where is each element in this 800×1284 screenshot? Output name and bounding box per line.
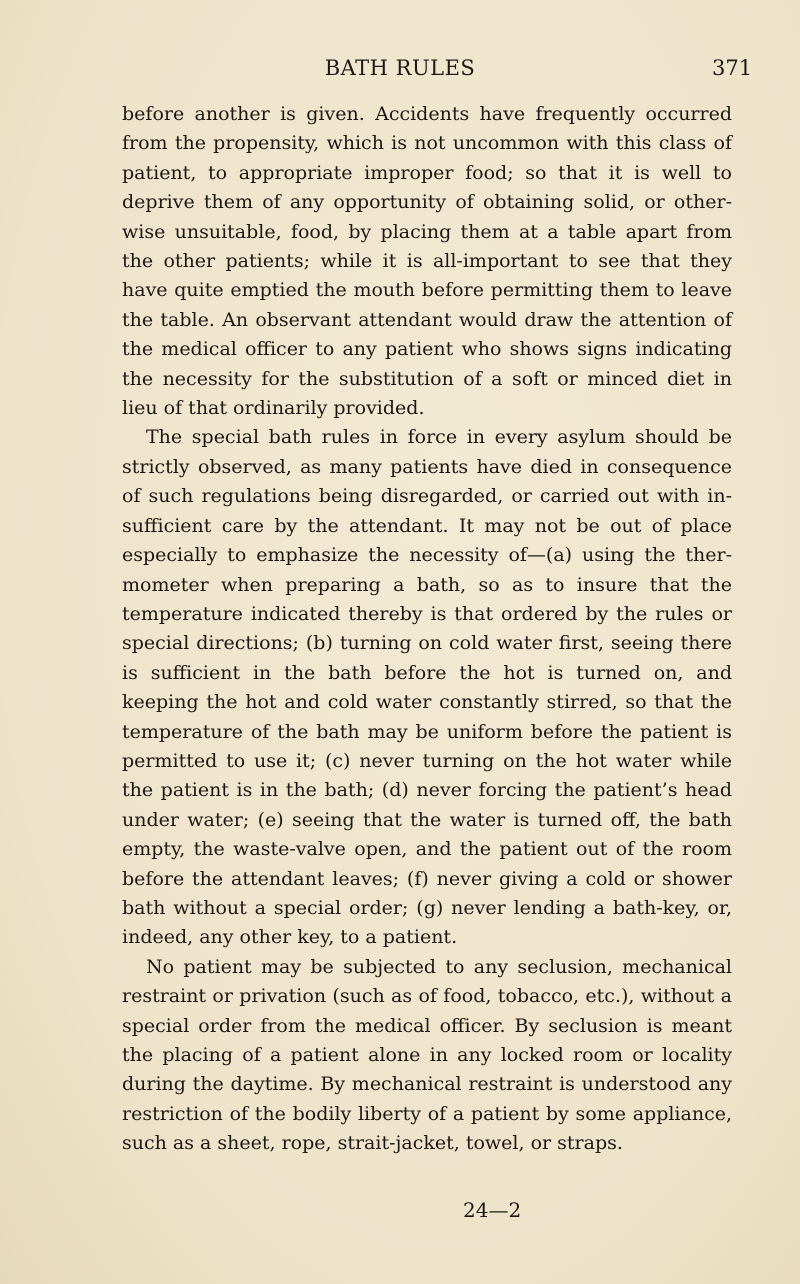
page-number: 371 <box>712 56 753 80</box>
running-head: BATH RULES <box>324 56 476 80</box>
paragraph-diet: before another is given. Accidents have frequently occurred from the propensity, which is not uncommon with this class of patient, to appropriate improper food; so that it is well to deprive them of any opportunity of obtaining solid, or other- wise unsuitable, food, by placing them at a table apart from the other patients; while it is all-important to see that they have quite emptied the mouth before permitting them to leave the table. An observant attendant would draw the attention of the medical officer to any patient who shows signs indicating the necessity for the substitution of a soft or minced diet in lieu of that ordinarily provided. <box>122 103 732 420</box>
paragraph-bath-rules: The special bath rules in force in every asylum should be strictly observed, as many patients have died in consequence of such regulations being disregarded, or carried out with in- sufficient care by the attendant. It may not be out of place especially to emphasize the necessity of—(a) using the ther- mometer when preparing a bath, so as to insure that the temperature indicated thereby is that ordered by the rules or special directions; (b) turning on cold water first, seeing there is sufficient in the bath before the hot is turned on, and keeping the hot and cold water constantly stirred, so that the temperature of the bath may be uniform before the patient is permitted to use it; (c) never turning on the hot water while the patient is in the bath; (d) never forcing the patient’s head under water; (e) seeing that the water is turned off, the bath empty, the waste-valve open, and the patient out of the room before the attendant leaves; (f) never giving a cold or shower bath without a special order; (g) never lending a bath-key, or, indeed, any other key, to a patient. <box>122 426 732 949</box>
paragraph-seclusion: No patient may be subjected to any seclusion, mechanical restraint or privation (such as of food, tobacco, etc.), without a special order from the medical officer. By seclusion is meant the placing of a patient alone in any locked room or locality during the daytime. By mechanical restraint is understood any restriction of the bodily liberty of a patient by some appliance, such as a sheet, rope, strait-jacket, towel, or straps. <box>122 955 732 1155</box>
signature-mark: 24—2 <box>463 1198 522 1222</box>
body-text <box>122 100 732 1159</box>
